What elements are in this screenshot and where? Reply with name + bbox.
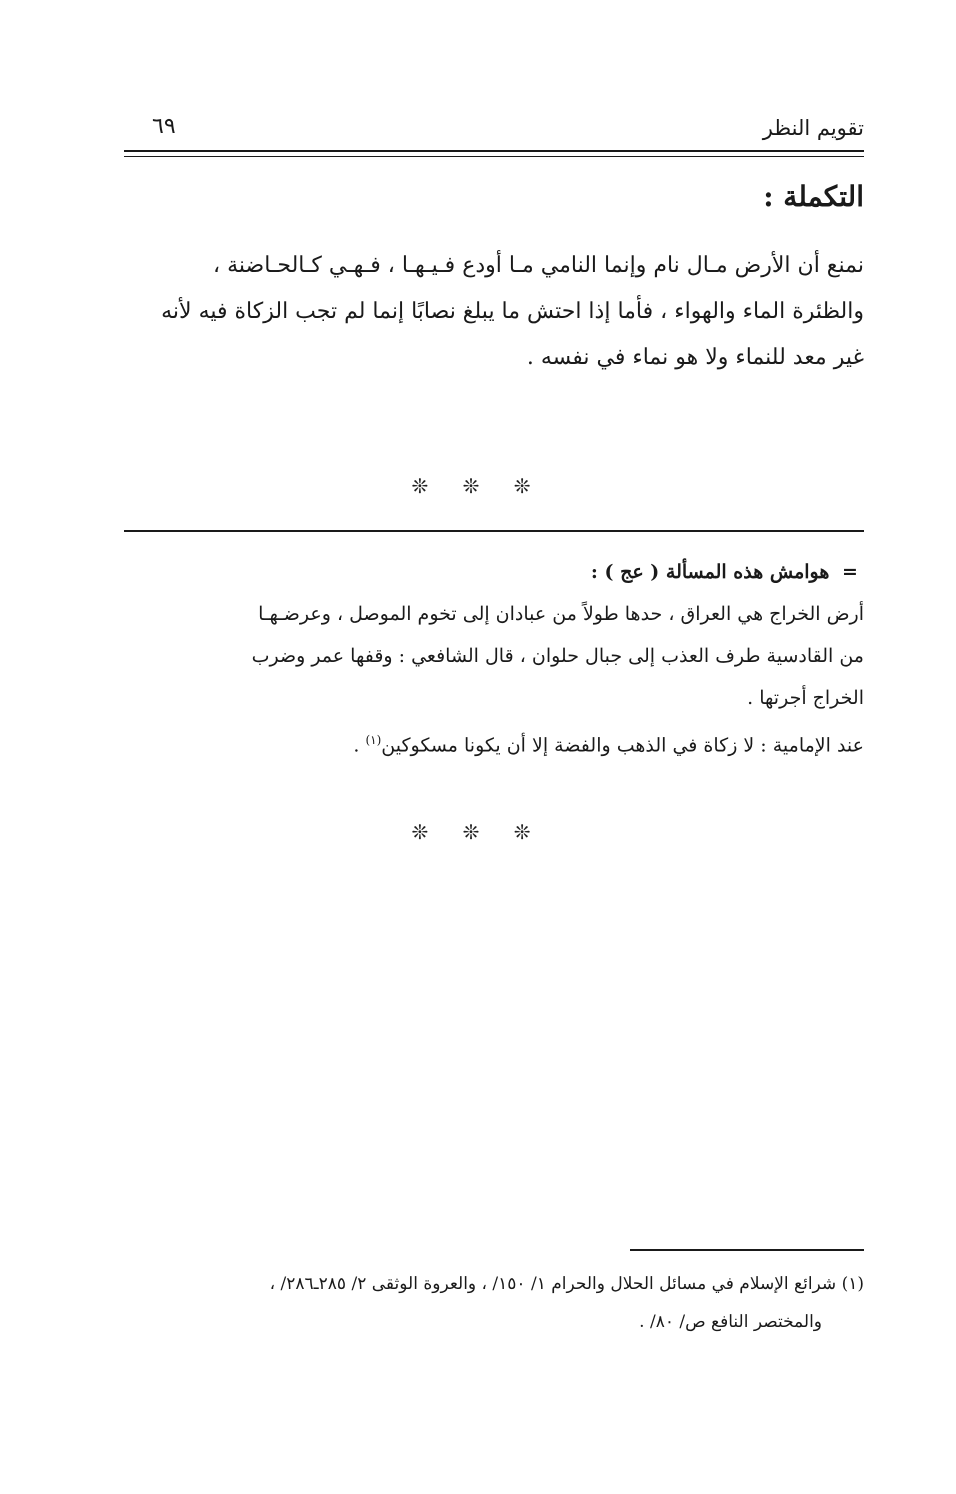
header-rule-thick — [124, 150, 864, 152]
notes-line-with-reference — [124, 719, 864, 766]
running-title: تقويم النظر — [762, 116, 864, 140]
notes-line-end: . — [353, 734, 366, 757]
notes-heading: هوامش هذه المسألة ( عج ) : — [590, 561, 830, 583]
main-paragraph — [124, 243, 864, 381]
footnote-reference: (١) — [365, 733, 382, 747]
main-paragraph-line: والظئرة الماء والهواء ، فأما إذا احتش ما يبلغ نصابًا إنما لم تجب الزكاة فيه لأنه — [161, 299, 864, 324]
main-paragraph-line: نمنع أن الأرض مـال نام وإنما النامي مـا أودع فـيـهـا ، فـهـي كـالحـاضنة ، — [213, 253, 864, 278]
footnote-text: شرائع الإسلام في مسائل الحلال والحرام ١/ ١٥٠/ ، والعروة الوثقى ٢/ ٢٨٥ـ٢٨٦/ ، — [269, 1274, 837, 1294]
footnote-line — [124, 1265, 864, 1303]
section-separator: ❊ ❊ ❊ — [411, 474, 545, 498]
notes-line-text: عند الإمامية : لا زكاة في الذهب والفضة إلا أن يكونا مسكوكين — [381, 734, 864, 757]
section-heading: التكملة : — [763, 180, 864, 213]
margin-notes — [124, 551, 864, 766]
notes-heading-row — [124, 551, 864, 593]
header-rule-thin — [124, 156, 864, 157]
footnotes — [124, 1265, 864, 1341]
notes-line: الخراج أجرتها . — [747, 687, 864, 709]
notes-line: من القادسية طرف العذب إلى جبال حلوان ، قال الشافعي : وقفها عمر وضرب — [251, 645, 864, 667]
footnote-divider — [630, 1249, 864, 1251]
notes-divider — [124, 530, 864, 532]
page-number: ٦٩ — [152, 114, 176, 139]
footnote-continuation: والمختصر النافع ص/ ٨٠/ . — [639, 1312, 822, 1332]
footnote-number: (١) — [841, 1274, 864, 1294]
continuation-marker: = — [842, 561, 858, 583]
main-paragraph-line: غير معد للنماء ولا هو نماء في نفسه . — [526, 345, 864, 370]
notes-line: أرض الخراج هي العراق ، حدها طولاً من عبادان إلى تخوم الموصل ، وعرضـهـا — [258, 603, 864, 625]
section-separator: ❊ ❊ ❊ — [411, 820, 545, 844]
